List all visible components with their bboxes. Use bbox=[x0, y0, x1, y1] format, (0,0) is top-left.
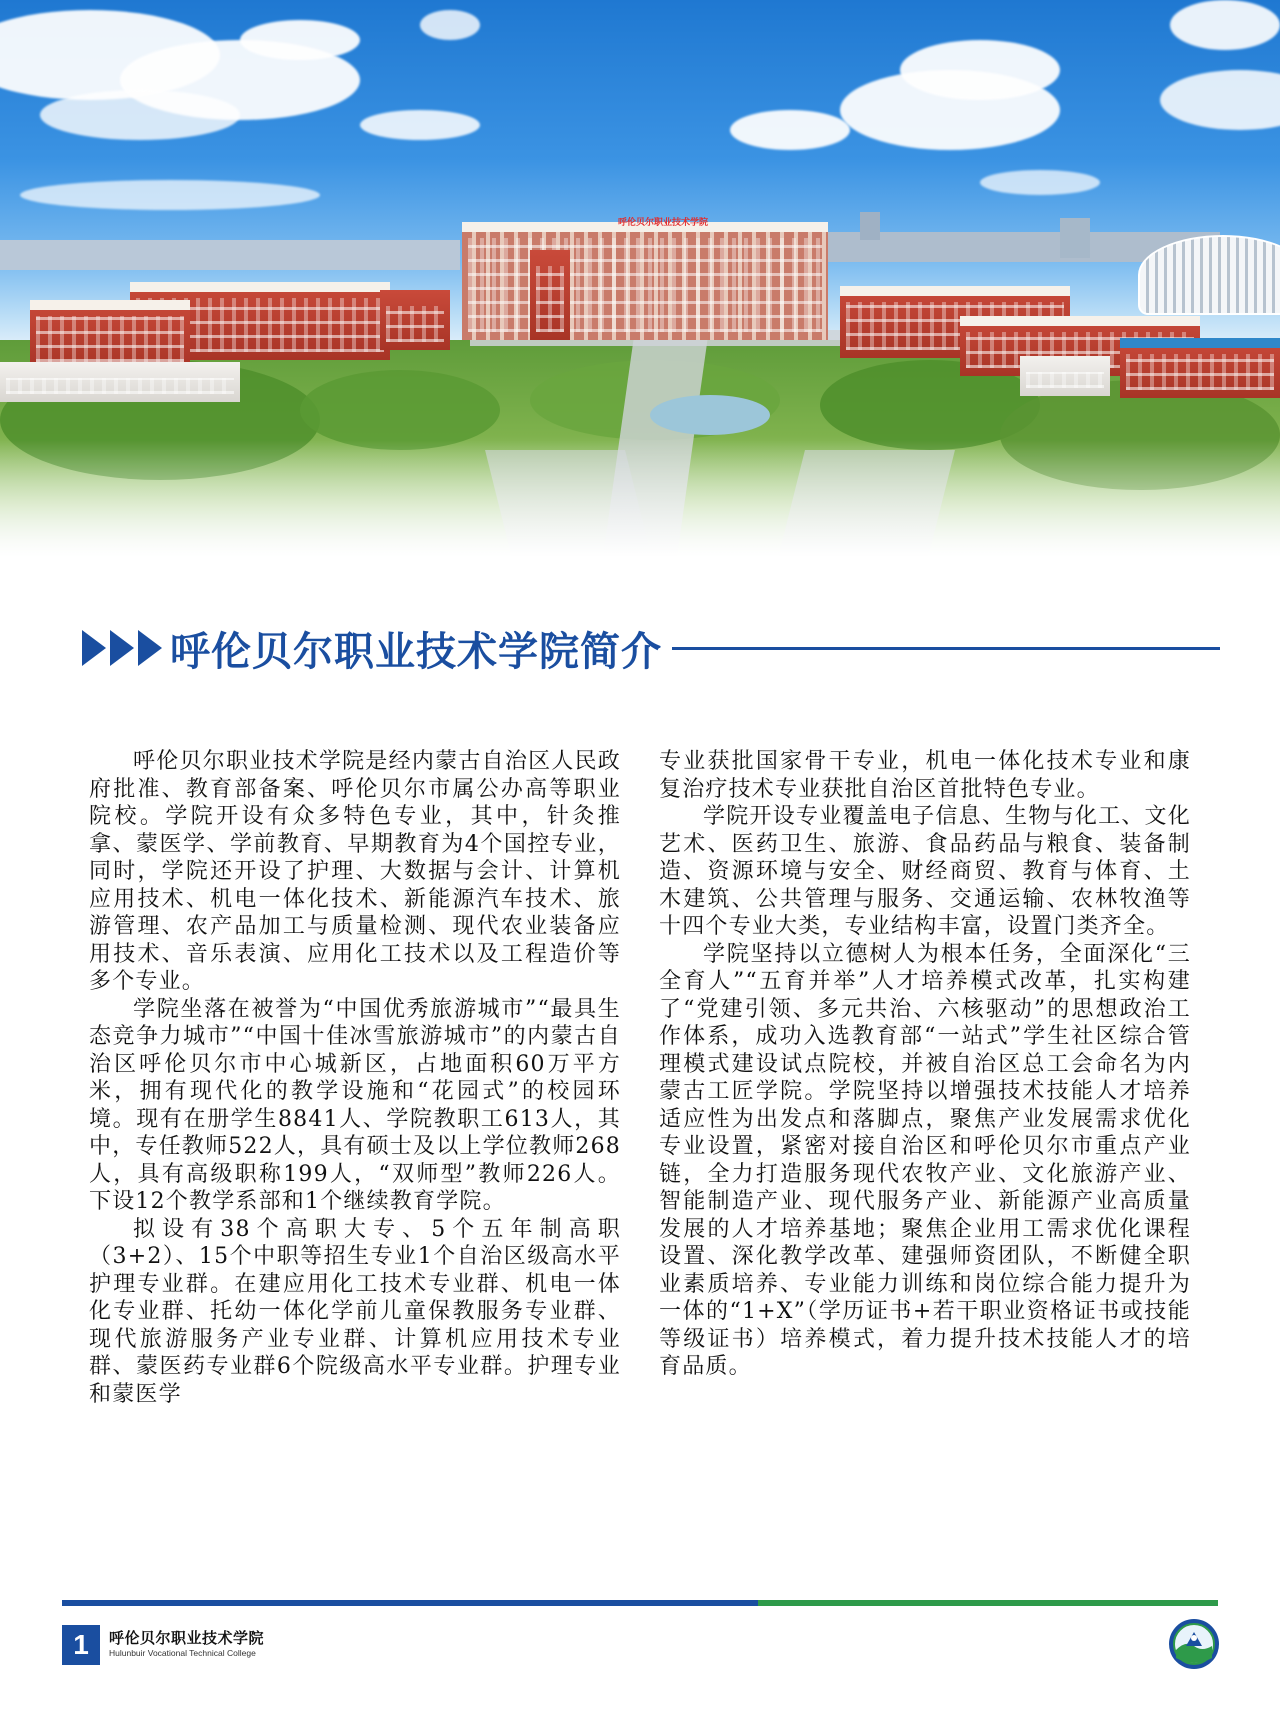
left-column bbox=[89, 748, 621, 1408]
title-rule bbox=[672, 647, 1220, 650]
body-text bbox=[89, 748, 1191, 1488]
paragraph-intro: 呼伦贝尔职业技术学院是经内蒙古自治区人民政府批准、教育部备案、呼伦贝尔市属公办高等职业院校。学院开设有众多特色专业，其中，针灸推拿、蒙医学、学前教育、早期教育为4个国控专业，同时，学院还开设了护理、大数据与会计、计算机应用技术、机电一体化技术、新能源汽车技术、旅游管理、农产品加工与质量检测、现代农业装备应用技术、音乐表演、应用化工技术以及工程造价等多个专业。 bbox=[89, 749, 621, 994]
paragraph-disciplines: 学院开设专业覆盖电子信息、生物与化工、文化艺术、医药卫生、旅游、食品药品与粮食、装备制造、资源环境与安全、财经商贸、教育与体育、土木建筑、公共管理与服务、交通运输、农林牧渔等十四个专业大类，专业结构丰富，设置门类齐全。 bbox=[659, 804, 1191, 939]
footer-rule bbox=[62, 1600, 1218, 1606]
page-title: 呼伦贝尔职业技术学院简介 bbox=[170, 628, 662, 675]
paragraph-mission: 学院坚持以立德树人为根本任务，全面深化“三全育人”“五育并举”人才培养模式改革，扎实构建了“党建引领、多元共治、六核驱动”的思想政治工作体系，成功入选教育部“一站式”学生社区综合管理模式建设试点院校，并被自治区总工会命名为内蒙古工匠学院。学院坚持以增强技术技能人才培养适应性为出发点和落脚点，聚焦产业发展需求优化专业设置，紧密对接自治区和呼伦贝尔市重点产业链，全力打造服务现代农牧产业、文化旅游产业、智能制造产业、现代服务产业、新能源产业高质量发展的人才培养基地；聚焦企业用工需求优化课程设置、深化教学改革、建强师资团队，不断健全职业素质培养、专业能力训练和岗位综合能力提升为一体的“1+X”（学历证书+若干职业资格证书或技能等级证书）培养模式，着力提升技术技能人才的培育品质。 bbox=[659, 941, 1191, 1379]
college-emblem-icon bbox=[1168, 1618, 1220, 1670]
section-heading bbox=[82, 620, 1220, 676]
paragraph-programs-cont: 专业获批国家骨干专业，机电一体化技术专业和康复治疗技术专业获批自治区首批特色专业。 bbox=[659, 749, 1191, 802]
paragraph-location: 学院坐落在被誉为“中国优秀旅游城市”“最具生态竞争力城市”“中国十佳冰雪旅游城市”的内蒙古自治区呼伦贝尔市中心城新区，占地面积60万平方米，拥有现代化的教学设施和“花园式”的校园环境。现有在册学生8841人、学院教职工613人，其中，专任教师522人，具有硕士及以上学位教师268人，具有高级职称199人，“双师型”教师226人。下设12个教学系部和1个继续教育学院。 bbox=[89, 996, 621, 1214]
footer-college-name-en: Hulunbuir Vocational Technical College bbox=[109, 1648, 256, 1658]
building-sign: 呼伦贝尔职业技术学院 bbox=[617, 218, 708, 228]
right-column bbox=[659, 748, 1191, 1381]
hero-campus-photo bbox=[0, 0, 1280, 570]
triple-right-triangle-icon bbox=[82, 630, 162, 666]
footer-college-name: 呼伦贝尔职业技术学院 bbox=[109, 1629, 265, 1647]
page-number: 1 bbox=[62, 1625, 100, 1665]
paragraph-programs: 拟设有38个高职大专、5个五年制高职（3+2）、15个中职等招生专业1个自治区级高水平护理专业群。在建应用化工技术专业群、机电一体化专业群、托幼一体化学前儿童保教服务专业群、现代旅游服务产业专业群、计算机应用技术专业群、蒙医药专业群6个院级高水平专业群。护理专业和蒙医学 bbox=[89, 1216, 621, 1407]
